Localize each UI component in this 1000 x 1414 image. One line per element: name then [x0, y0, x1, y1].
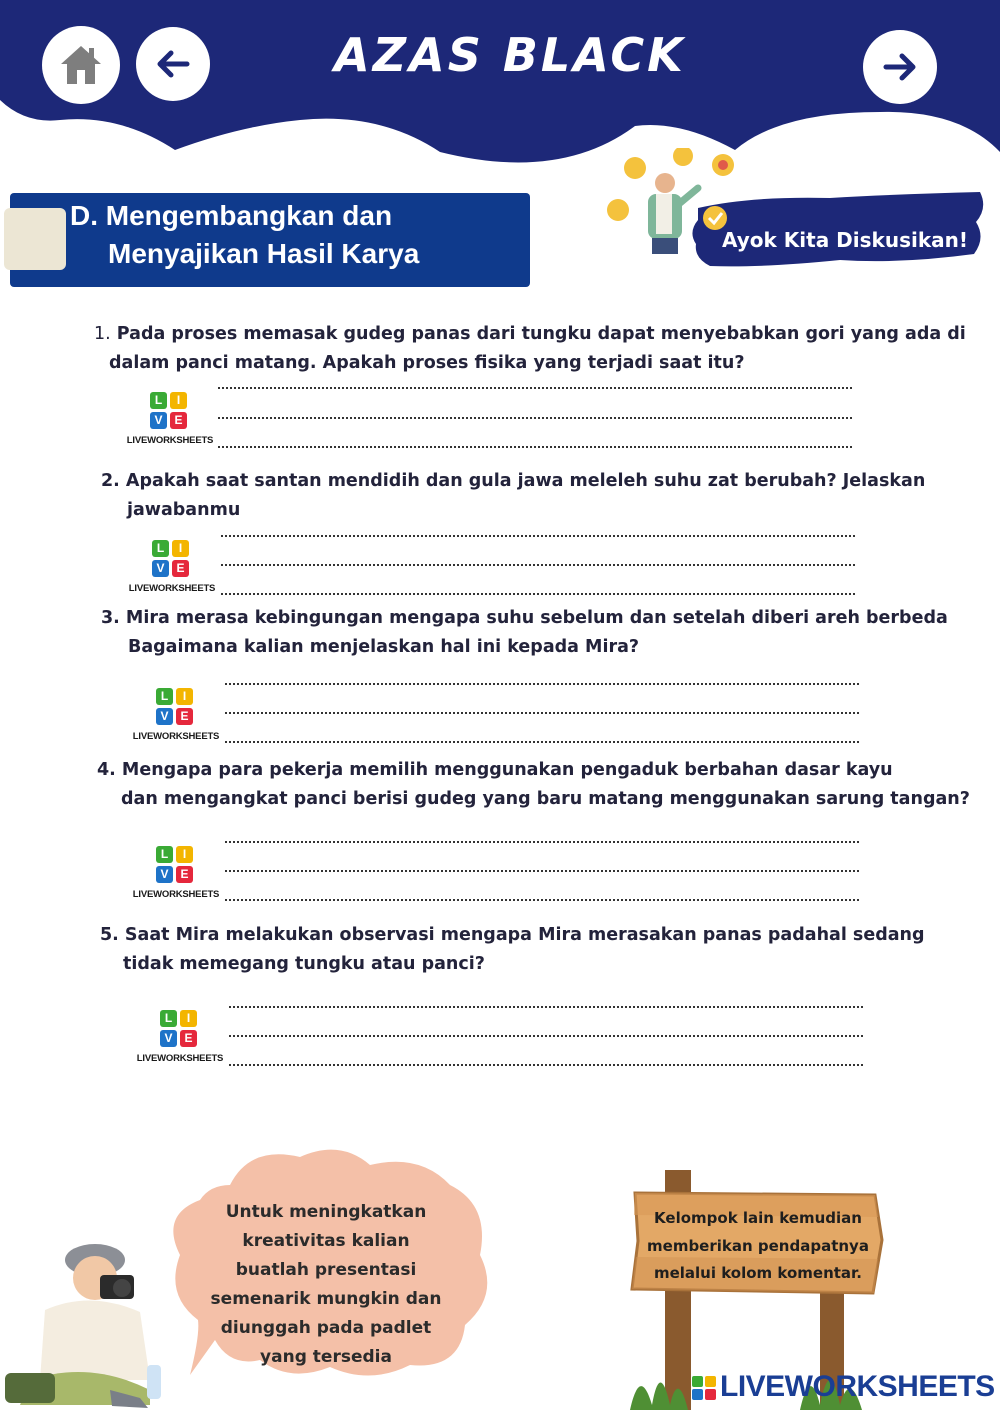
question-5-line2: tidak memegang tungku atau panci?: [123, 954, 485, 974]
question-number: 1.: [94, 324, 111, 344]
home-icon: [58, 42, 104, 88]
question-text-line1: Mengapa para pekerja memilih menggunakan pengaduk berbahan dasar kayu: [121, 760, 893, 780]
bubble-message: Untuk meningkatkan kreativitas kalian buatlah presentasi semenarik mungkin dan diunggah pada padlet yang tersedia: [210, 1202, 442, 1367]
check-icon: [703, 206, 727, 230]
answer-line[interactable]: [229, 1064, 863, 1066]
question-2-line2: jawabanmu: [127, 500, 241, 520]
liveworksheets-logo: L I V E LIVEWORKSHEETS: [132, 847, 220, 900]
question-number: 5.: [100, 925, 119, 945]
answer-line[interactable]: [218, 446, 852, 448]
answer-line[interactable]: [229, 1006, 863, 1008]
photographer-illustration: [0, 1230, 180, 1410]
answer-line[interactable]: [218, 417, 852, 419]
question-5: [100, 921, 925, 950]
liveworksheets-logo: L I V E LIVEWORKSHEETS: [128, 541, 216, 594]
discussion-illustration: [600, 148, 1000, 288]
answer-line[interactable]: [221, 564, 855, 566]
person-head: [655, 173, 675, 193]
question-number: 3.: [101, 608, 120, 628]
question-number: 2.: [101, 471, 120, 491]
question-3: [101, 604, 948, 633]
answer-line[interactable]: [225, 741, 859, 743]
back-button[interactable]: [136, 27, 210, 101]
water-bottle-icon: [147, 1365, 161, 1399]
answer-line[interactable]: [221, 593, 855, 595]
sign-message: Kelompok lain kemudian memberikan pendapatnya melalui kolom komentar.: [647, 1209, 869, 1282]
discussion-badge: Ayok Kita Diskusikan!: [722, 228, 968, 252]
answer-line[interactable]: [221, 535, 855, 537]
answer-line[interactable]: [225, 899, 859, 901]
gear-icon: [673, 148, 693, 166]
lightbulb-icon: [624, 157, 646, 179]
liveworksheets-logo: L I V E LIVEWORKSHEETS: [126, 393, 214, 446]
bag-icon: [5, 1373, 55, 1403]
checklist-icon: [607, 199, 629, 221]
next-button[interactable]: [863, 30, 937, 104]
liveworksheets-logo: L I V E LIVEWORKSHEETS: [136, 1011, 224, 1064]
question-4: [97, 756, 893, 785]
question-1: [94, 320, 966, 349]
question-2: [101, 467, 925, 496]
answer-line[interactable]: [218, 387, 852, 389]
footer-brand[interactable]: LIVEWORKSHEETS: [720, 1370, 995, 1403]
shirt: [40, 1300, 150, 1380]
answer-line[interactable]: [225, 683, 859, 685]
page-title: AZAS BLACK: [334, 28, 686, 82]
footer-logo-icon: [692, 1376, 716, 1400]
question-4-line2: dan mengangkat panci berisi gudeg yang baru matang menggunakan sarung tangan?: [121, 789, 970, 809]
section-tab-decoration: [4, 208, 66, 270]
answer-line[interactable]: [225, 870, 859, 872]
answer-line[interactable]: [225, 841, 859, 843]
question-text-line1: Pada proses memasak gudeg panas dari tungku dapat menyebabkan gori yang ada di: [116, 324, 966, 344]
answer-line[interactable]: [225, 712, 859, 714]
arrow-right-icon: [880, 47, 920, 87]
liveworksheets-logo: L I V E LIVEWORKSHEETS: [132, 689, 220, 742]
question-3-line2: Bagaimana kalian menjelaskan hal ini kepada Mira?: [128, 637, 640, 657]
question-number: 4.: [97, 760, 116, 780]
question-1-line2: dalam panci matang. Apakah proses fisika yang terjadi saat itu?: [109, 353, 745, 373]
question-text-line1: Apakah saat santan mendidih dan gula jawa meleleh suhu zat berubah? Jelaskan: [125, 471, 926, 491]
answer-line[interactable]: [229, 1035, 863, 1037]
question-text-line1: Saat Mira melakukan observasi mengapa Mira merasakan panas padahal sedang: [124, 925, 925, 945]
home-button[interactable]: [42, 26, 120, 104]
section-title-line2: Menyajikan Hasil Karya: [108, 238, 420, 269]
arrow-left-icon: [153, 44, 193, 84]
question-text-line1: Mira merasa kebingungan mengapa suhu sebelum dan setelah diberi areh berbeda: [125, 608, 948, 628]
section-title-line1: D. Mengembangkan dan: [70, 200, 393, 231]
